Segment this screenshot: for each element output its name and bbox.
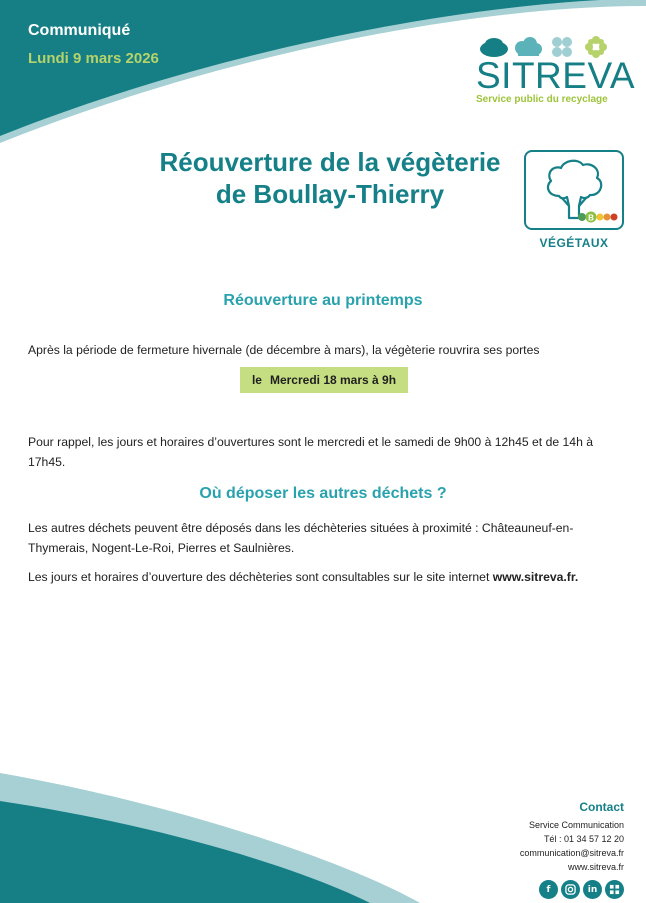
vegetaux-grade-letter: B [588,213,594,223]
contact-phone[interactable]: Tél : 01 34 57 12 20 [543,834,624,844]
section-heading-reopening: Réouverture au printemps [223,292,423,309]
website-paragraph-text: Les jours et horaires d’ouverture des déchèteries sont consultables sur le site internet [28,570,493,584]
other-waste-paragraph: Les autres déchets peuvent être déposés dans les déchèteries situées à proximité : Châteauneuf-en-Thymerais, Nogent-Le-Roi, Pierres et Saulnières. [28,521,574,555]
sitreva-logo [476,36,636,105]
social-links [520,880,624,899]
opening-hours-paragraph: Pour rappel, les jours et horaires d’ouvertures sont le mercredi et le samedi de 9h00 à 12h45 et de 14h à 17h45. [28,435,594,469]
contact-block [520,800,624,899]
contact-title: Contact [579,800,624,814]
vegetaux-badge [524,150,624,256]
contact-website[interactable]: www.sitreva.fr [567,862,624,872]
website-paragraph [28,567,626,587]
section-heading-other-waste: Où déposer les autres déchets ? [199,485,447,502]
header-date: Lundi 9 mars 2026 [28,50,159,67]
page-title-line1: Réouverture de la végèterie [159,147,501,177]
logo-wordmark: SITREVA [476,55,636,96]
tree-icon [526,152,622,228]
highlight-date: Mercredi 18 mars à 9h [269,373,397,387]
linkedin-icon[interactable]: in [583,880,602,899]
highlight-prefix: le [251,373,262,387]
other-social-icon[interactable] [605,880,624,899]
reopening-paragraph: Après la période de fermeture hivernale (de décembre à mars), la végèterie rouvrira ses portes [28,343,540,357]
vegetaux-label: VÉGÉTAUX [539,236,609,250]
page-title [110,146,550,210]
instagram-icon[interactable] [561,880,580,899]
vegetaux-badge-frame [524,150,624,230]
website-link[interactable]: www.sitreva.fr. [492,570,579,584]
facebook-icon[interactable]: f [539,880,558,899]
page-title-line2: de Boullay-Thierry [215,179,445,209]
header-title: Communiqué [28,22,131,39]
contact-email[interactable]: communication@sitreva.fr [519,848,624,858]
reopening-date-highlight [240,367,408,393]
logo-tagline: Service public du recyclage [476,94,608,105]
contact-service: Service Communication [528,820,624,830]
